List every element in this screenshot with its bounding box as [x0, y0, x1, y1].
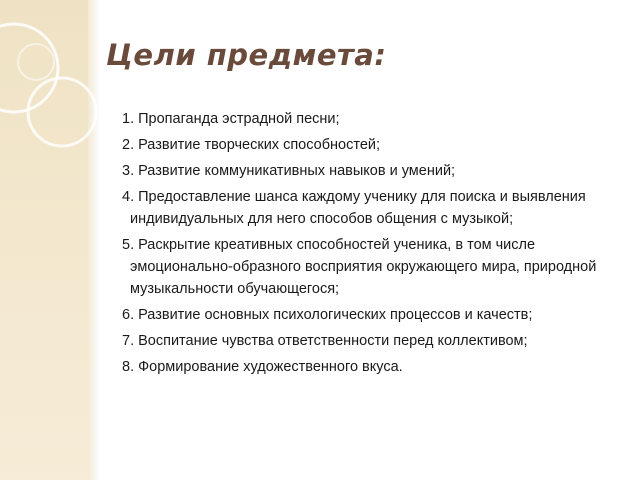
slide-title: Цели предмета:	[106, 38, 387, 72]
ring-middle-icon	[28, 78, 96, 146]
objective-item: 4. Предоставление шанса каждому ученику для поиска и выявления индивидуальных для него способов общения с музыкой;	[122, 189, 586, 227]
objective-item: 3. Развитие коммуникативных навыков и умений;	[122, 163, 456, 179]
ring-top-icon	[0, 24, 58, 112]
objective-item: 2. Развитие творческих способностей;	[122, 137, 381, 153]
objective-item: 5. Раскрытие креативных способностей ученика, в том числе эмоционально-образного восприятия окружающего мира, природной музыкальности обучающегося;	[122, 237, 597, 297]
objective-item: 1. Пропаганда эстрадной песни;	[122, 111, 340, 127]
objective-item: 6. Развитие основных психологических процессов и качеств;	[122, 307, 533, 323]
objective-item: 7. Воспитание чувства ответственности перед коллективом;	[122, 333, 528, 349]
objectives-list	[118, 108, 608, 382]
objective-item: 8. Формирование художественного вкуса.	[122, 359, 403, 375]
ring-small-icon	[18, 44, 54, 80]
